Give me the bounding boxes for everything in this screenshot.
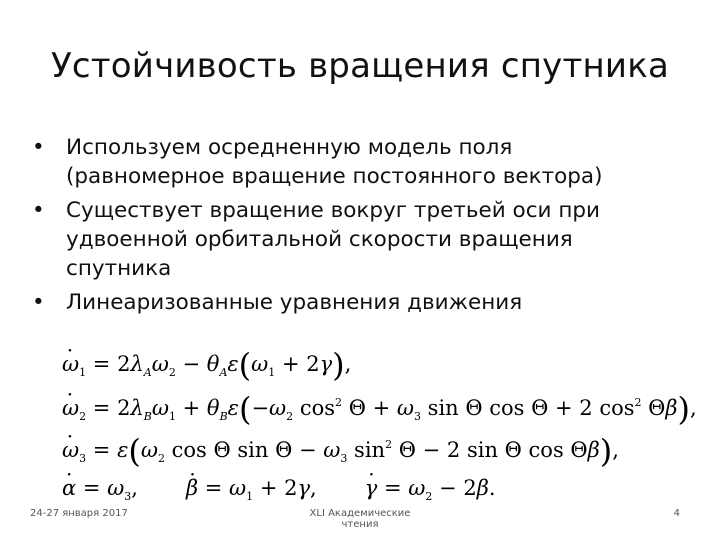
equation-4: · $\alpha = \omega_3,\cdot \beta = \omega_1 + 2\gamma,\cdot \gamma = \omega_2 - 2\beta$. — [62, 476, 496, 503]
equation-1: · $\omega_1 = 2\lambda_A\omega_2 - \theta_A\varepsilon(\omega_1 + 2\gamma)$, — [62, 346, 351, 384]
bullet-dot: • — [32, 135, 45, 160]
page-number: 4 — [673, 508, 680, 519]
equation-3: · $\omega_3 = \varepsilon(\omega_2$ cos Θ $\sin \Theta - \omega_3$ $\sin^2 \Theta - 2$ sin Θ cos Θβ), — [62, 432, 619, 470]
footer-date: 24-27 января 2017 — [30, 508, 128, 519]
bullet-item — [30, 196, 690, 283]
bullet-dot: • — [32, 198, 45, 223]
bullet-item — [30, 288, 690, 317]
bullet-text: Используем осредненную модель поля (равномерное вращение постоянного вектора) — [66, 135, 603, 189]
bullet-list — [30, 133, 690, 322]
footer-event: XLI Академические чтения — [309, 508, 411, 530]
bullet-text: Существует вращение вокруг третьей оси при удвоенной орбитальной скорости вращения спутника — [66, 198, 601, 281]
bullet-dot: • — [32, 290, 45, 315]
bullet-text: Линеаризованные уравнения движения — [66, 290, 523, 315]
equation-2: · $\omega_2 = 2\lambda_B\omega_1 + \theta_B\varepsilon(-\omega_2$ $\cos^2 \Theta + \omega_3$ sin Θ cos Θ + 2 $\cos^2 \Theta\beta$), — [62, 390, 697, 428]
slide-title: Устойчивость вращения спутника — [50, 46, 670, 86]
bullet-item — [30, 133, 690, 191]
